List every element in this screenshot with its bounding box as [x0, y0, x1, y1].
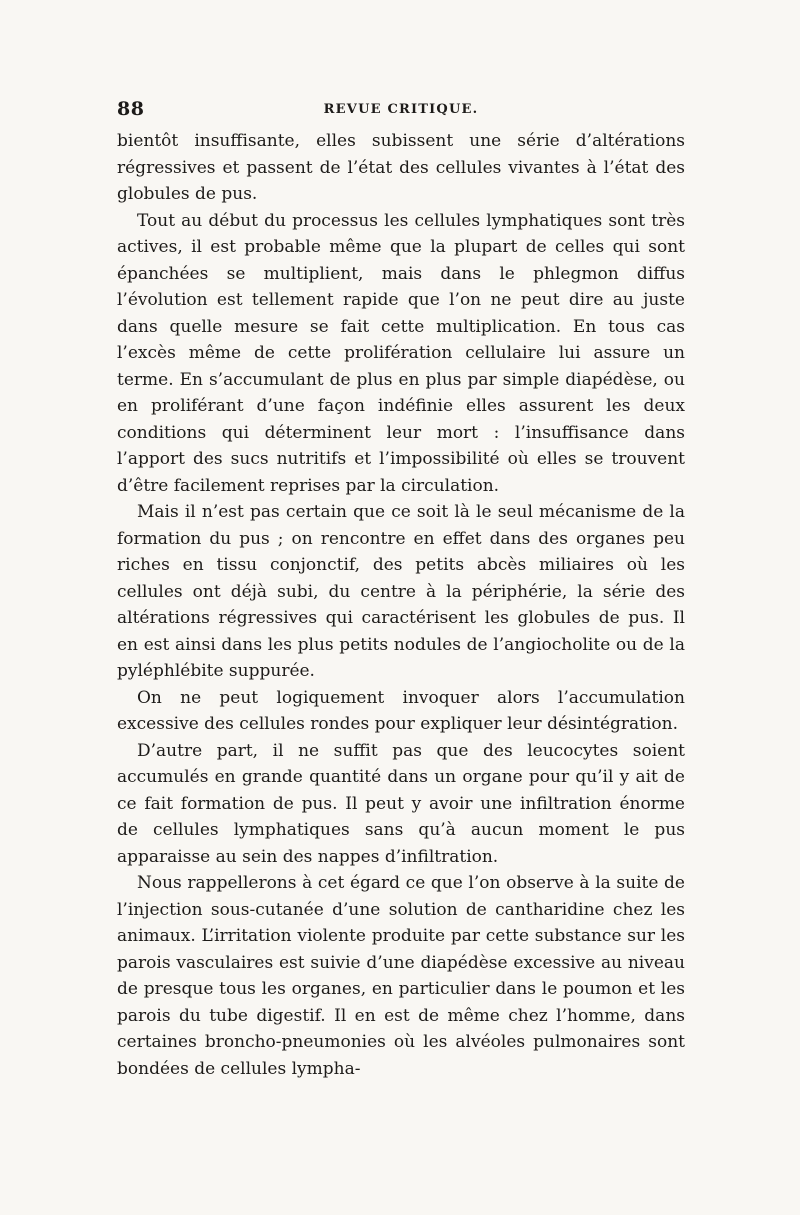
paragraph-6: Nous rappellerons à cet égard ce que l’on observe à la suite de l’injection sous-cutanée d’une solution de cantharidine chez les animaux. L’irritation violente produite par cette substance sur les parois vasculaires est suivie d’une diapédèse excessive au niveau de presque tous les organes, en particulier dans le poumon et les parois du tube digestif. Il en est de même chez l’homme, dans certaines broncho-pneumonies où les alvéoles pulmonaires sont bondées de cellules lympha- — [117, 873, 685, 1079]
paragraph-3: Mais il n’est pas certain que ce soit là le seul mécanisme de la formation du pus ; on rencontre en effet dans des organes peu riches en tissu conjonctif, des petits abcès miliaires où les cellules ont déjà subi, du centre à la périphérie, la série des altérations régressives qui caractérisent les globules de pus. Il en est ainsi dans les plus petits nodules de l’angiocholite ou de la pyléphlébite suppurée. — [117, 502, 685, 681]
paragraph-4: On ne peut logiquement invoquer alors l’accumulation excessive des cellules rondes pour expliquer leur désintégration. — [117, 687, 685, 734]
paragraph-2: Tout au début du processus les cellules lymphatiques sont très actives, il est probable même que la plupart de celles qui sont épanchées se multiplient, mais dans le phlegmon diffus l’évolution est tellement rapide que l’on ne peut dire au juste dans quelle mesure se fait cette multiplication. En tous cas l’excès même de cette prolifération cellulaire lui assure un terme. En s’accumulant de plus en plus par simple diapédèse, ou en proliférant d’une façon indéfinie elles assurent les deux conditions qui déterminent leur mort : l’insuffisance dans l’apport des sucs nutritifs et l’impossibilité où elles se trouvent d’être facilement reprises par la circulation. — [117, 210, 685, 496]
running-head — [117, 98, 685, 124]
page-number: 88 — [117, 98, 145, 120]
body-text — [117, 128, 685, 1082]
paragraph-1: bientôt insuffisante, elles subissent une série d’altérations régressives et passent de l’état des cellules vivantes à l’état des globules de pus. — [117, 131, 685, 204]
book-page — [117, 98, 685, 1082]
paragraph-5: D’autre part, il ne suffit pas que des leucocytes soient accumulés en grande quantité dans un organe pour qu’il y ait de ce fait formation de pus. Il peut y avoir une infiltration énorme de cellules lymphatiques sans qu’à aucun moment le pus apparaisse au sein des nappes d’infiltration. — [117, 740, 685, 867]
running-title: REVUE CRITIQUE. — [323, 102, 479, 117]
